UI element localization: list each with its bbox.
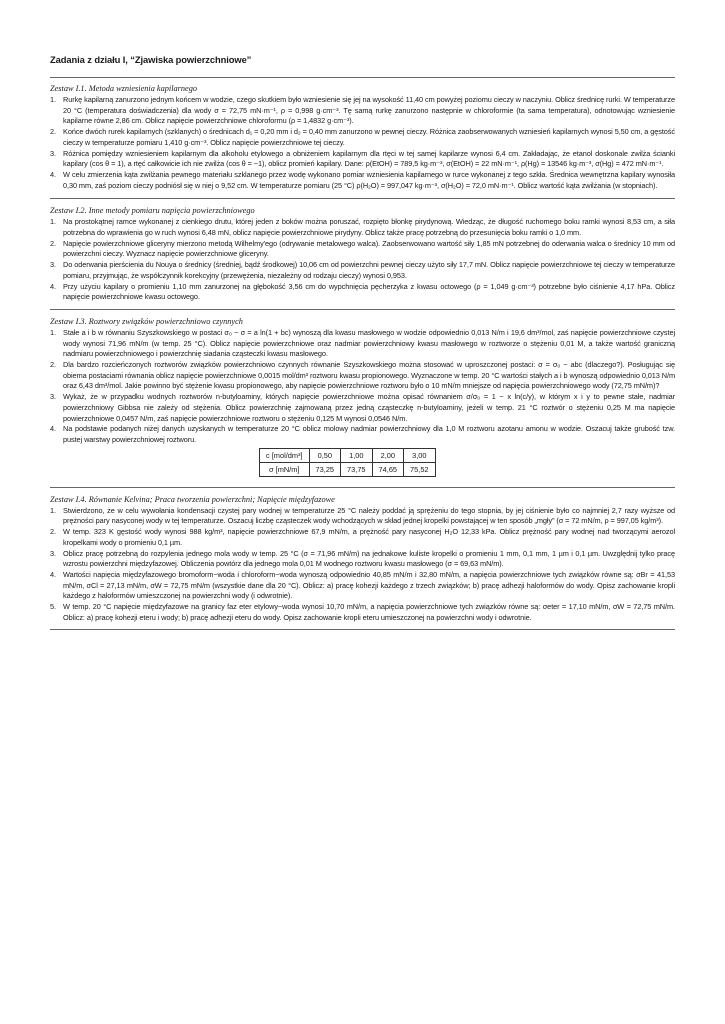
- list-item: [50, 570, 675, 602]
- divider: [50, 629, 675, 630]
- table-cell: 75,52: [404, 462, 436, 476]
- section-3: [50, 317, 675, 477]
- item-text: Napięcie powierzchniowe gliceryny mierzono metodą Wilhelmy'ego (odrywanie metalowego walca). Zaobserwowano wartość siły 1,85 mN potrzebnej do oderwania walca o średnicy 10 mm od powierzchni cieczy. Wyznacz napięcie powierzchniowe gliceryny.: [63, 238, 675, 259]
- problem-list: [50, 95, 675, 191]
- table-cell: 1,00: [341, 448, 373, 462]
- list-item: [50, 527, 675, 548]
- item-text: Wartości napięcia międzyfazowego bromoform−woda i chloroform−woda wynoszą odpowiednio 40,85 mN/m i 32,80 mN/m, a napięcia powierzchniowe tych związków równe są: σBr = 41,53 mN/m, σCl = 27,13 mN/m, σW = 72,75 mN/m (wszystkie dane dla 20 °C). Oblicz: a) pracę kohezji każdego z trzech związków; b) pracę adhezji haloformów do wody. Opisz zachowanie kropli każdego z haloformów umieszczonej na powierzchni wody (i odwrotnie).: [63, 569, 675, 601]
- item-text: Na podstawie podanych niżej danych uzyskanych w temperaturze 20 °C oblicz molowy nadmiar powierzchniowy dla 1,0 M roztworu azotanu amonu w wodzie. Oszacuj także grubość tzw. pustej warstwy powierzchniowej roztworu.: [63, 424, 675, 444]
- item-number: 4.: [50, 281, 56, 291]
- table-cell: 0,50: [309, 448, 341, 462]
- item-text: Stwierdzono, że w celu wywołania kondensacji czystej pary wodnej w temperaturze 25 °C należy poddać ją sprężeniu do tego stopnia, by jej ciśnienie było co najmniej 2,7 razy wyższe od prężności pary nasyconej wody w tej temperaturze. Oszacuj liczbę cząsteczek wody wchodzących w skład jednej kropelki powstającej w ten sposób „mgły” (σ = 72 mN/m, ρ = 997,05 kg/m³).: [63, 505, 675, 526]
- item-number: 2.: [50, 238, 56, 248]
- list-item: [50, 360, 675, 392]
- item-text: Wykaż, że w przypadku wodnych roztworów n-butyloaminy, których napięcie powierzchniowe można opisać równaniem σ/σ₀ = 1 − x ln(c/y), w którym x i y to pewne stałe, nadmiar powierzchniowy Gibbsa nie zależy od stężenia. Oblicz powierzchnię zajmowaną przez jedną cząsteczkę n-butyloaminy, jeżeli w temp. 21 °C roztwór o stężeniu 0,25 M ma napięcie powierzchniowe 0,0457 N/m, zaś napięcie powierzchniowe roztworu o stężeniu 0,125 M wynosi 0,0546 N/m.: [63, 392, 675, 423]
- list-item: [50, 170, 675, 191]
- item-number: 1.: [50, 217, 56, 227]
- list-item: [50, 217, 675, 238]
- item-text: W temp. 20 °C napięcie międzyfazowe na granicy faz eter etylowy−woda wynosi 10,70 mN/m, a napięcia powierzchniowe tych związków równe są: σeter = 17,10 mN/m, σW = 72,75 mN/m. Oblicz: a) pracę kohezji eteru i wody; b) pracę adhezji eteru do wody. Opisz zachowanie kropli eteru umieszczonej na powierzchni wody i odwrotnie.: [63, 602, 675, 622]
- section-heading: Zestaw I.4. Równanie Kelvina; Praca tworzenia powierzchni; Napięcie międzyfazowe: [50, 494, 335, 504]
- item-number: 2.: [50, 360, 56, 370]
- list-item: [50, 392, 675, 424]
- item-number: 1.: [50, 505, 56, 515]
- list-item: [50, 549, 675, 570]
- section-1: [50, 84, 675, 191]
- section-heading: Zestaw I.3. Roztwory związków powierzchniowo czynnych: [50, 316, 243, 326]
- divider: [50, 487, 675, 488]
- item-text: Oblicz pracę potrzebną do rozpylenia jednego mola wody w temp. 25 °C (σ = 71,96 mN/m) na jednakowe kuliste kropelki o promieniu 1 mm, 0,1 mm, 1 µm i 0,1 µm. Uwzględnij tylko pracę wzrostu powierzchni międzyfazowej. Obliczenia powtórz dla jednego mola 0,01 M wodnego roztworu kwasu masłowego (σ = 69,63 mN/m).: [63, 548, 675, 569]
- divider: [50, 198, 675, 199]
- table-cell: 73,75: [341, 462, 373, 476]
- item-text: Końce dwóch rurek kapilarnych (szklanych) o średnicach d₁ = 0,20 mm i d₂ = 0,40 mm zanurzono w pewnej cieczy. Różnica zaobserwowanych wzniesień kapilarnych wynosi 5,50 cm, a gęstość cieczy w temperaturze pomiaru 1,410 g·cm⁻³. Oblicz napięcie powierzchniowe tej cieczy.: [63, 127, 675, 147]
- divider: [50, 77, 675, 78]
- item-text: Dla bardzo rozcieńczonych roztworów związków powierzchniowo czynnych równanie Szyszkowskiego można stosować w uproszczonej postaci: σ = σ₀ − abc (dlaczego?). Posługując się obiema postaciami równania oblicz napięcie powierzchniowe 0,0015 mol/dm³ roztworu kwasu propionowego. Wyznaczone w temp. 20 °C wartości stałych a i b wynoszą odpowiednio 0,013 N/m oraz 6,43 dm³/mol. Jakie powinno być stężenie kwasu propionowego, aby napięcie powierzchniowe roztworu było o 10 mN/m mniejsze od napięcia powierzchniowego wody (72,75 mN/m)?: [63, 360, 675, 391]
- section-2: [50, 206, 675, 303]
- item-text: Różnica pomiędzy wzniesieniem kapilarnym dla alkoholu etylowego a obniżeniem kapilarnym dla rtęci w tej samej kapilarze wynosi 6,4 cm. Zakładając, że etanol doskonale zwilża ścianki kapilary (cos θ = 1), a rtęć całkowicie ich nie zwilża (cos θ = −1), oblicz promień kapilary. Dane: ρ(EtOH) = 789,5 kg·m⁻³, σ(EtOH) = 22 mN·m⁻¹, ρ(Hg) = 13546 kg·m⁻³, σ(Hg) = 472 mN·m⁻¹.: [63, 148, 675, 169]
- item-text: Przy użyciu kapilary o promieniu 1,10 mm zanurzonej na głębokość 3,56 cm do wypchnięcia pęcherzyka z kwasu octowego (ρ = 1,049 g·cm⁻³) potrzebne było ciśnienie 4,17 hPa. Oblicz napięcie powierzchniowe kwasu octowego.: [63, 281, 675, 302]
- list-item: [50, 328, 675, 360]
- list-item: [50, 149, 675, 170]
- item-text: Na prostokątnej ramce wykonanej z cienkiego drutu, której jeden z boków można poruszać, rozpięto błonkę pirydynową. Wiedząc, że długość ruchomego boku ramki wynosi 8,53 cm, a siła potrzebna do wprawienia go w ruch wynosi 6,48 mN, oblicz napięcie powierzchniowe pirydyny. Oblicz także pracę potrzebną do przesunięcia boku ramki o 1,0 mm.: [63, 217, 675, 238]
- table-cell: 73,25: [309, 462, 341, 476]
- item-text: W celu zmierzenia kąta zwilżania pewnego materiału szklanego przez wodę wykonano pomiar wzniesienia kapilarnego w rurce wykonanej z tego szkła. Średnica wewnętrzna kapilary wynosiła 0,30 mm, zaś poziom cieczy podniósł się w niej o 9,52 cm. W temperaturze pomiaru (25 °C) ρ(H₂O) = 997,047 kg·m⁻³, σ(H₂O) = 72,0 mN·m⁻¹. Oblicz wartość kąta zwilżania (w stopniach).: [63, 169, 675, 190]
- item-number: 1.: [50, 95, 56, 104]
- table-cell: 74,65: [372, 462, 404, 476]
- item-number: 3.: [50, 148, 56, 158]
- list-item: [50, 260, 675, 281]
- section-heading: Zestaw I.2. Inne metody pomiaru napięcia powierzchniowego: [50, 206, 255, 216]
- item-number: 1.: [50, 327, 56, 337]
- list-item: [50, 95, 675, 127]
- item-number: 3.: [50, 260, 56, 270]
- problem-list: [50, 506, 675, 624]
- item-number: 5.: [50, 602, 56, 612]
- list-item: [50, 127, 675, 148]
- item-number: 3.: [50, 392, 56, 402]
- problem-list: [50, 328, 675, 446]
- item-text: Rurkę kapilarną zanurzono jednym końcem w wodzie, czego skutkiem było wzniesienie się jej na wysokość 11,40 cm powyżej poziomu cieczy w naczyniu. Oblicz średnicę rurki. W temperaturze 20 °C (temperatura doświadczenia) dla wody σ = 72,75 mN·m⁻¹, ρ = 0,998 g·cm⁻³. Tę samą rurkę zanurzono następnie w chloroformie (ta sama temperatura), odnotowując wzniesienie kapilarne równe 2,86 cm. Oblicz napięcie powierzchniowe chloroformu (ρ = 1,4832 g·cm⁻³).: [63, 95, 675, 126]
- divider: [50, 309, 675, 310]
- item-number: 4.: [50, 169, 56, 179]
- list-item: [50, 506, 675, 527]
- table-row-header: c [mol/dm³]: [260, 448, 310, 462]
- table-row-header: σ [mN/m]: [260, 462, 310, 476]
- page-title: Zadania z działu I, “Zjawiska powierzchniowe”: [50, 54, 252, 65]
- section-heading: Zestaw I.1. Metoda wzniesienia kapilarnego: [50, 84, 198, 93]
- document-page: [50, 50, 675, 630]
- item-text: Do oderwania pierścienia du Nouya o średnicy (średniej, bądź środkowej) 10,06 cm od powierzchni pewnej cieczy użyto siły 17,7 mN. Oblicz napięcie powierzchniowe tej cieczy w temperaturze pomiaru, przyjmując, że współczynnik korekcyjny (przewężenia, niezależny od rodzaju cieczy) wynosi 0,953.: [63, 260, 675, 280]
- item-number: 2.: [50, 527, 56, 537]
- list-item: [50, 282, 675, 303]
- table-row: [260, 462, 436, 476]
- table-cell: 3,00: [404, 448, 436, 462]
- list-item: [50, 602, 675, 623]
- section-4: [50, 495, 675, 624]
- list-item: [50, 239, 675, 260]
- problem-list: [50, 217, 675, 303]
- item-number: 4.: [50, 569, 56, 579]
- item-number: 2.: [50, 127, 56, 137]
- item-text: W temp. 323 K gęstość wody wynosi 988 kg/m³, napięcie powierzchniowe 67,9 mN/m, a prężność pary nasyconej H₂O 12,33 kPa. Oblicz prężność pary wodnej nad tworzącymi aerozol kropelkami wody o promieniu 0,1 µm.: [63, 527, 675, 547]
- data-table: [259, 448, 436, 477]
- table-cell: 2,00: [372, 448, 404, 462]
- table-row: [260, 448, 436, 462]
- item-number: 4.: [50, 424, 56, 434]
- item-number: 3.: [50, 548, 56, 558]
- list-item: [50, 424, 675, 445]
- item-text: Stałe a i b w równaniu Szyszkowskiego w postaci σ₀ − σ = a ln(1 + bc) wynoszą dla kwasu masłowego w wodzie odpowiednio 0,013 N/m i 19,6 dm³/mol, zaś napięcie powierzchniowe czystej wody wynosi 71,96 mN/m (w temp. 25 °C). Oblicz napięcie powierzchniowe oraz nadmiar powierzchniowy kwasu masłowego w roztworze o stężeniu 0,01 M, a także wartość graniczną nadmiaru powierzchniowego i powierzchnię siadania cząsteczki kwasu masłowego.: [63, 327, 675, 359]
